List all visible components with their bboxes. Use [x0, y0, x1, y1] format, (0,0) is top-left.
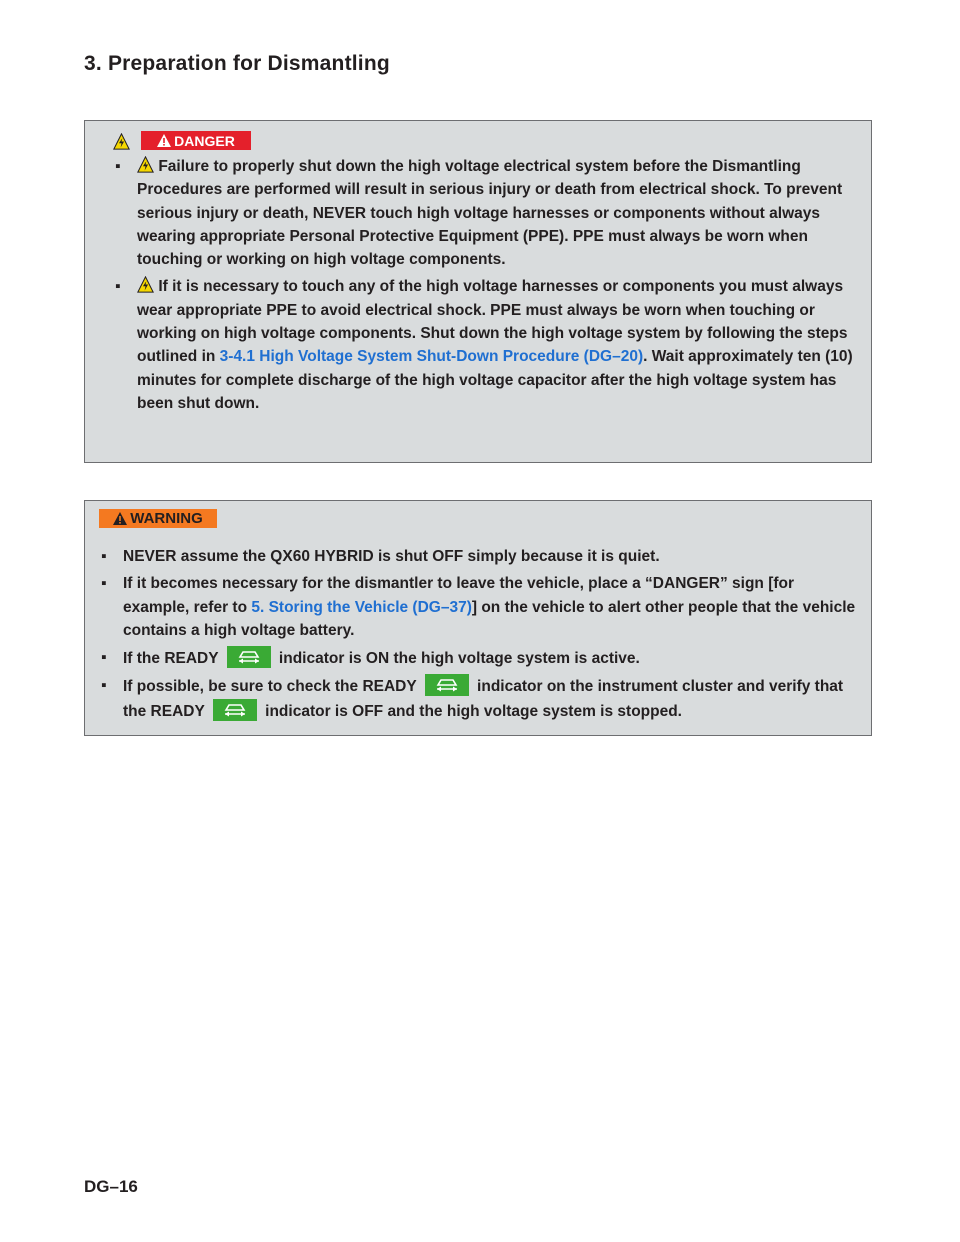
warning-item-text: If it becomes necessary for the dismantler to leave the vehicle, place a “DANGER” sign [for example, refer to [123, 575, 795, 616]
list-item [99, 674, 859, 723]
warning-badge-label: WARNING [130, 510, 203, 527]
warning-item-text: indicator on the instrument cluster and verify that the READY [123, 678, 844, 720]
bullet-icon: ▪ [101, 649, 107, 667]
alert-icon [157, 134, 171, 147]
bullet-icon: ▪ [101, 548, 107, 565]
warning-item-text: NEVER assume the QX60 HYBRID is shut OFF simply because it is quiet. [123, 548, 660, 565]
shutdown-procedure-link[interactable]: 3-4.1 High Voltage System Shut-Down Procedure (DG–20) [219, 348, 644, 366]
page-number: DG–16 [84, 1177, 138, 1196]
danger-list [113, 155, 858, 419]
danger-badge-label: DANGER [174, 132, 235, 149]
warning-item-text: indicator is OFF and the high voltage system is stopped. [260, 702, 682, 720]
bullet-icon: ▪ [101, 575, 107, 593]
warning-item-text: indicator is ON the high voltage system is active. [274, 650, 640, 668]
danger-badge [141, 131, 251, 150]
ready-indicator-icon [213, 699, 257, 721]
list-item [113, 155, 858, 271]
warning-callout [84, 500, 872, 736]
warning-item-text: ] on the vehicle to alert other people that the vehicle contains a high voltage battery. [123, 598, 856, 639]
high-voltage-icon [137, 276, 154, 293]
high-voltage-icon [137, 156, 154, 173]
list-item [99, 572, 859, 642]
danger-callout [84, 120, 872, 463]
ready-indicator-icon [227, 646, 271, 668]
page-title: 3. Preparation for Dismantling [84, 52, 390, 75]
list-item [99, 646, 859, 670]
bullet-icon: ▪ [115, 158, 121, 175]
danger-item-text: . Wait approximately ten (10) minutes for complete discharge of the high voltage capacitor after the high voltage system has been shut down. [137, 348, 853, 412]
list-item [113, 275, 858, 415]
high-voltage-icon [113, 133, 130, 150]
list-item [99, 545, 859, 568]
danger-item-text: Failure to properly shut down the high voltage electrical system before the Dismantling Procedures are performed will result in serious injury or death from electrical shock. To prevent serious injury or death, NEVER touch high voltage harnesses or components without always wearing appropriate Personal Protective Equipment (PPE). PPE must always be worn when touching or working on high voltage components. [137, 158, 843, 269]
warning-item-text: If possible, be sure to check the READY [123, 678, 421, 696]
alert-icon [113, 512, 127, 525]
warning-list [99, 545, 859, 727]
bullet-icon: ▪ [115, 278, 121, 296]
danger-item-text: If it is necessary to touch any of the high voltage harnesses or components you must always wear appropriate PPE to avoid electrical shock. PPE must always be worn when touching or working on high voltage components. Shut down the high voltage system by following the steps outlined in [137, 278, 848, 366]
warning-badge [99, 509, 217, 528]
bullet-icon: ▪ [101, 677, 107, 695]
ready-indicator-icon [425, 674, 469, 696]
warning-item-text: If the READY [123, 650, 223, 668]
storing-vehicle-link[interactable]: 5. Storing the Vehicle (DG–37) [251, 598, 472, 616]
